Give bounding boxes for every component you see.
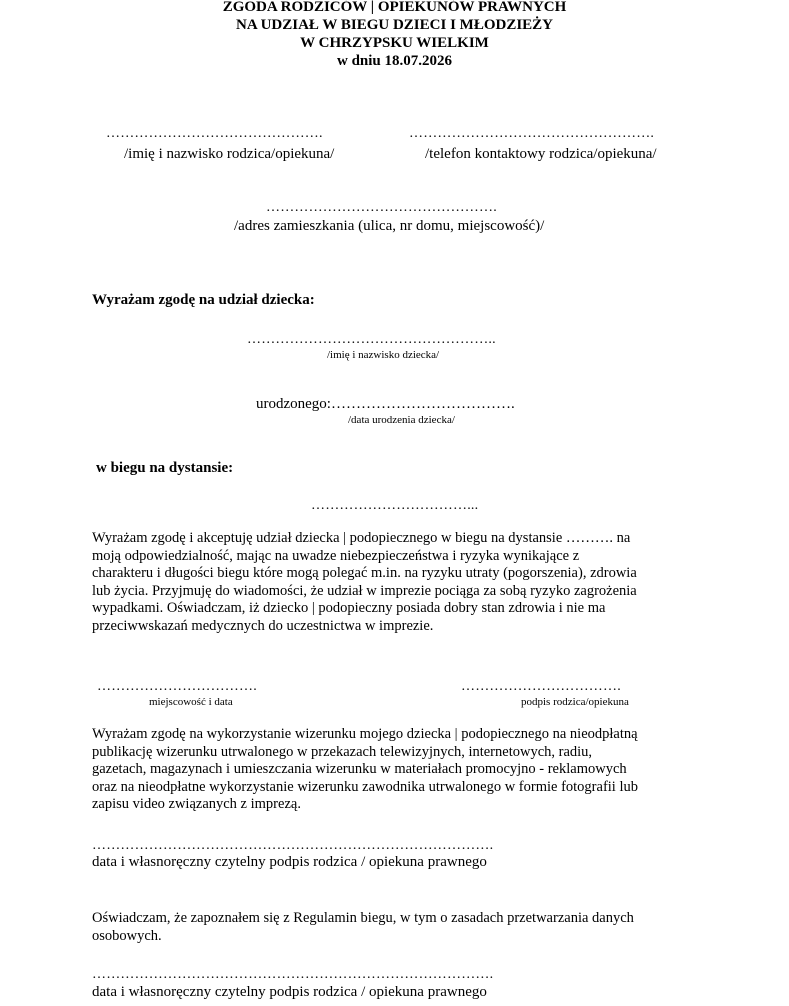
image-consent-line: publikację wizerunku utrwalonego w przekazach telewizyjnych, internetowych, radiu, — [92, 743, 593, 760]
document-title-line-2: NA UDZIAŁ W BIEGU DZIECI I MŁODZIEŻY — [235, 17, 554, 33]
consent-line: wypadkami. Oświadczam, iż dziecko | podopieczny posiada dobry stan zdrowia i nie ma — [92, 600, 606, 616]
image-consent-line: Wyrażam zgodę na wykorzystanie wizerunku mojego dziecka | podopiecznego na nieodpłatną — [92, 726, 638, 742]
parent-name-field[interactable]: ………………………………………. — [106, 126, 323, 141]
regulation-signature-label: data i własnoręczny czytelny podpis rodzica / opiekuna prawnego — [92, 984, 487, 1000]
image-consent-signature-field[interactable]: …………………………………………………………………………. — [92, 838, 494, 853]
child-birth-date-field[interactable]: urodzonego:………………………………. — [256, 396, 515, 412]
regulation-line: osobowych. — [92, 927, 162, 944]
place-date-field[interactable]: ……………………………. — [97, 679, 257, 694]
document-date: w dniu 18.07.2026 — [336, 53, 453, 69]
consent-line: Wyrażam zgodę i akceptuję udział dziecka | podopiecznego w biegu na dystansie ………. na — [92, 530, 631, 546]
regulation-line: Oświadczam, że zapoznałem się z Regulamin biegu, w tym o zasadach przetwarzania danych — [92, 910, 634, 926]
image-consent-line: oraz na nieodpłatne wykorzystanie wizerunku zawodnika utrwalonego w formie fotografii lub — [92, 778, 638, 795]
consent-line: lub życia. Przyjmuję do wiadomości, że udział w imprezie pociąga za sobą ryzyko zagrożenia — [92, 582, 637, 599]
child-name-field[interactable]: …………………………………………….. — [247, 332, 496, 347]
regulation-statement — [92, 910, 717, 945]
parent-name-label: /imię i nazwisko rodzica/opiekuna/ — [124, 146, 335, 162]
consent-line: przeciwwskazań medycznych do uczestnictwa w imprezie. — [92, 617, 434, 634]
parent-signature-label: podpis rodzica/opiekuna — [521, 696, 629, 708]
image-consent-line: zapisu video związanych z imprezą. — [92, 796, 301, 812]
distance-heading: w biegu na dystansie: — [96, 460, 234, 476]
parent-phone-label: /telefon kontaktowy rodzica/opiekuna/ — [425, 146, 657, 162]
document-title-line-1: ZGODA RODZICÓW | OPIEKUNÓW PRAWNYCH — [222, 0, 567, 15]
child-consent-heading: Wyrażam zgodę na udział dziecka: — [92, 292, 315, 308]
child-name-label: /imię i nazwisko dziecka/ — [327, 349, 440, 361]
image-consent-paragraph — [92, 726, 717, 814]
parent-address-field[interactable]: …………………………………………. — [266, 200, 497, 215]
consent-paragraph — [92, 530, 717, 635]
document-title-line-3: W CHRZYPSKU WIELKIM — [300, 35, 489, 51]
image-consent-line: gazetach, magazynach i umieszczania wizerunku w materiałach promocyjno - reklamowych — [92, 761, 627, 777]
distance-field[interactable]: ……………………………... — [311, 498, 479, 513]
parent-address-label: /adres zamieszkania (ulica, nr domu, miejscowość)/ — [234, 218, 545, 234]
consent-line: charakteru i długości biegu które mogą polegać m.in. na ryzyku utraty (pogorszenia), zdrowia — [92, 565, 637, 581]
parent-phone-field[interactable]: ……………………………………………. — [409, 126, 655, 141]
consent-line: moją odpowiedzialność, mając na uwadze niebezpieczeństwa i ryzyka wynikające z — [92, 547, 580, 564]
child-birth-date-label: /data urodzenia dziecka/ — [348, 414, 455, 426]
parent-signature-field[interactable]: ……………………………. — [461, 679, 621, 694]
regulation-signature-field[interactable]: …………………………………………………………………………. — [92, 967, 494, 982]
image-consent-signature-label: data i własnoręczny czytelny podpis rodzica / opiekuna prawnego — [92, 854, 487, 870]
place-date-label: miejscowość i data — [149, 696, 233, 708]
